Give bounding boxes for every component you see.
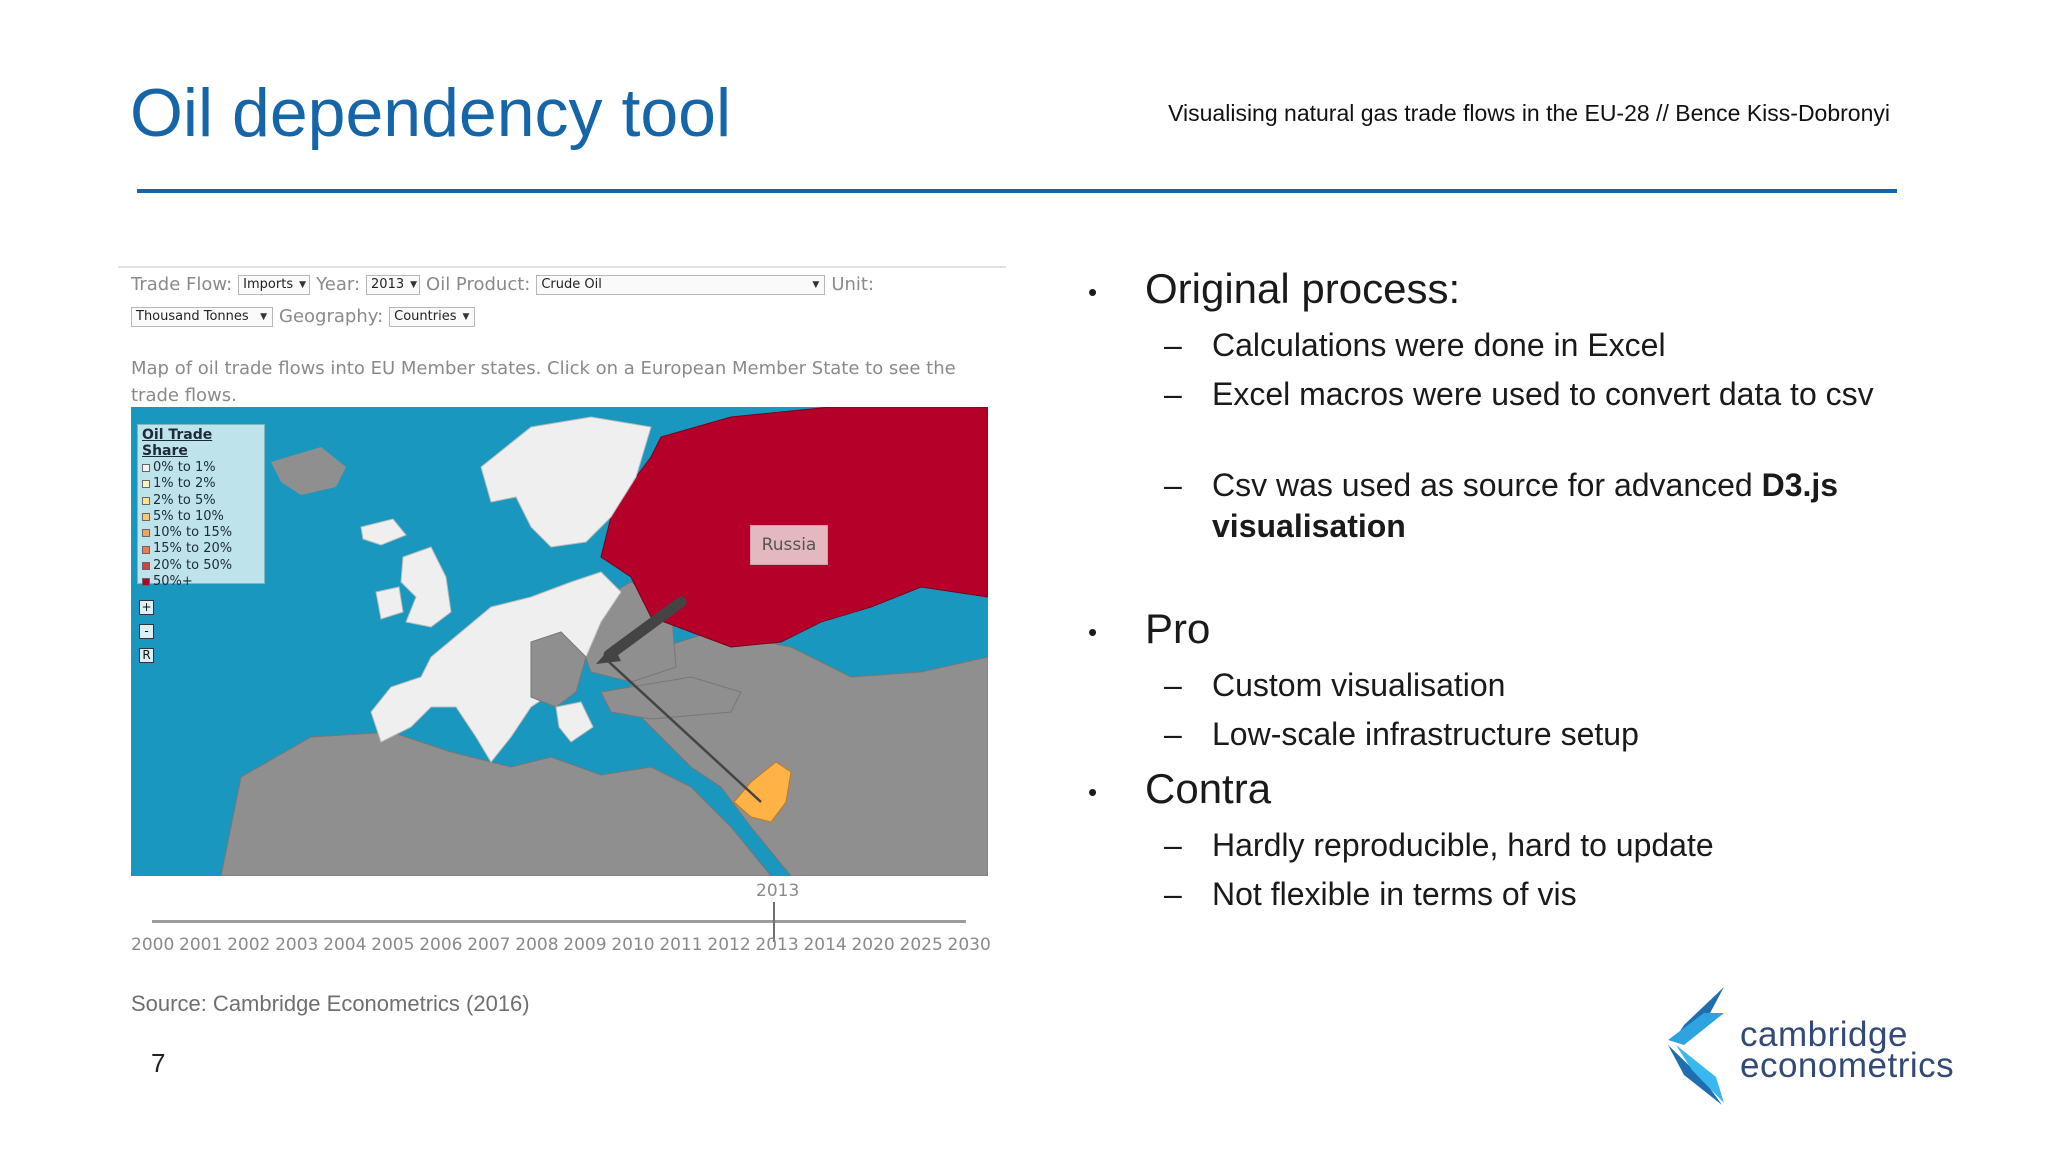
- unit-label: Unit:: [831, 274, 875, 295]
- legend-title: Oil Trade Share: [142, 427, 213, 459]
- ireland-shape: [376, 587, 403, 619]
- dash-icon: –: [1164, 876, 1182, 912]
- bullet-pro: [1088, 605, 1211, 653]
- geography-label: Geography:: [279, 306, 384, 327]
- year-select[interactable]: [366, 275, 420, 295]
- controls-row-2: [131, 306, 475, 327]
- sub-bullet: [1164, 714, 1892, 755]
- oil-product-label: Oil Product:: [426, 274, 531, 295]
- sub-bullet: [1164, 325, 1892, 366]
- year-value: 2013: [371, 277, 405, 292]
- bullet-icon: •: [1088, 777, 1098, 807]
- bullet-heading: Pro: [1145, 605, 1211, 652]
- dash-icon: –: [1164, 327, 1182, 363]
- timeline-year[interactable]: 2001: [179, 935, 223, 955]
- bullet-contra: [1088, 765, 1272, 813]
- legend-swatch: [142, 529, 150, 537]
- sub-bullet: [1164, 825, 1892, 866]
- bullet-heading: Original process:: [1145, 265, 1461, 312]
- legend-label: 20% to 50%: [153, 557, 233, 573]
- timeline-year[interactable]: 2020: [851, 935, 895, 955]
- timeline-year[interactable]: 2012: [707, 935, 751, 955]
- legend-swatch: [142, 497, 150, 505]
- timeline-year[interactable]: 2030: [947, 935, 991, 955]
- geography-select[interactable]: [389, 307, 475, 327]
- source-note: Source: Cambridge Econometrics (2016): [131, 991, 530, 1016]
- timeline-year[interactable]: 2010: [611, 935, 655, 955]
- timeline-year[interactable]: 2025: [899, 935, 943, 955]
- legend-item: [142, 460, 260, 476]
- legend-item: [142, 558, 260, 574]
- legend-label: 10% to 15%: [153, 525, 233, 541]
- timeline-year-labels: [131, 935, 991, 955]
- zoom-out-button[interactable]: -: [139, 624, 154, 639]
- legend-label: 50%+: [153, 574, 193, 590]
- sub-bullet-text: Low-scale infrastructure setup: [1212, 716, 1639, 752]
- legend-swatch: [142, 513, 150, 521]
- legend-label: 15% to 20%: [153, 541, 233, 557]
- legend-label: 5% to 10%: [153, 508, 224, 524]
- chevron-down-icon: ▼: [410, 279, 418, 290]
- iceland-shape: [361, 519, 406, 545]
- sub-bullet-text: Csv was used as source for advanced: [1212, 467, 1753, 503]
- bullet-original-process: [1088, 265, 1461, 313]
- timeline-year[interactable]: 2008: [515, 935, 559, 955]
- legend-item: [142, 493, 260, 509]
- legend-swatch: [142, 546, 150, 554]
- tool-top-border: [118, 266, 1006, 268]
- cambridge-econometrics-logo-mark: [1664, 985, 1734, 1107]
- timeline-year[interactable]: 2005: [371, 935, 415, 955]
- country-tooltip: Russia: [750, 525, 828, 565]
- timeline-year[interactable]: 2004: [323, 935, 367, 955]
- legend-item: [142, 574, 260, 590]
- sub-bullet: [1164, 374, 1892, 415]
- uk-shape: [401, 547, 451, 627]
- sub-bullet: [1164, 874, 1892, 915]
- chevron-down-icon: ▼: [462, 311, 470, 322]
- sub-bullet-text: Hardly reproducible, hard to update: [1212, 827, 1714, 863]
- oil-product-select[interactable]: [536, 275, 825, 295]
- timeline-year[interactable]: 2003: [275, 935, 319, 955]
- sub-bullet: [1164, 665, 1892, 706]
- legend-label: 0% to 1%: [153, 460, 216, 475]
- map-description: Map of oil trade flows into EU Member states. Click on a European Member State to see the trade flows.: [131, 358, 956, 406]
- dash-icon: –: [1164, 716, 1182, 752]
- page-number: 7: [151, 1048, 166, 1078]
- oil-product-value: Crude Oil: [541, 277, 602, 292]
- timeline-year[interactable]: 2006: [419, 935, 463, 955]
- timeline-year[interactable]: 2000: [131, 935, 175, 955]
- timeline-year[interactable]: 2002: [227, 935, 271, 955]
- trade-flow-label: Trade Flow:: [131, 274, 233, 295]
- unit-select[interactable]: [131, 307, 273, 327]
- logo-text-line1: cambridge: [1740, 1015, 1908, 1054]
- timeline-year[interactable]: 2013: [755, 935, 799, 955]
- dash-icon: –: [1164, 667, 1182, 703]
- legend-item: [142, 509, 260, 525]
- legend-swatch: [142, 578, 150, 586]
- chevron-down-icon: ▼: [299, 279, 307, 290]
- dash-icon: –: [1164, 467, 1182, 503]
- timeline-year[interactable]: 2009: [563, 935, 607, 955]
- trade-flow-value: Imports: [243, 277, 294, 292]
- bullet-icon: •: [1088, 617, 1098, 647]
- dash-icon: –: [1164, 376, 1182, 412]
- timeline-year[interactable]: 2011: [659, 935, 703, 955]
- controls-row-1: [131, 274, 874, 295]
- logo-text-line2: econometrics: [1740, 1046, 1955, 1085]
- sub-bullet-text: Not flexible in terms of vis: [1212, 876, 1577, 912]
- zoom-in-button[interactable]: +: [139, 600, 154, 615]
- legend-swatch: [142, 562, 150, 570]
- dash-icon: –: [1164, 827, 1182, 863]
- timeline-slider-track[interactable]: [152, 920, 966, 923]
- trade-flow-select[interactable]: [238, 275, 310, 295]
- chevron-down-icon: ▼: [812, 279, 820, 290]
- geography-value: Countries: [394, 309, 457, 324]
- title-divider: [137, 189, 1897, 193]
- legend-label: 1% to 2%: [153, 476, 216, 492]
- sub-bullet-text: Custom visualisation: [1212, 667, 1506, 703]
- slide-subtitle: Visualising natural gas trade flows in the EU-28 // Bence Kiss-Dobronyi: [1168, 100, 1890, 126]
- bullet-icon: •: [1088, 277, 1098, 307]
- sub-bullet-emphasis: D3.js visualisation: [1212, 467, 1839, 544]
- slide-title: Oil dependency tool: [130, 75, 732, 151]
- zoom-reset-button[interactable]: R: [139, 648, 154, 663]
- year-label: Year:: [316, 274, 361, 295]
- unit-value: Thousand Tonnes: [136, 309, 249, 324]
- legend-item: [142, 541, 260, 557]
- greenland-shape: [271, 447, 346, 495]
- timeline-selected-year: 2013: [756, 881, 800, 901]
- sub-bullet-text: Calculations were done in Excel: [1212, 327, 1666, 363]
- timeline-year[interactable]: 2014: [803, 935, 847, 955]
- timeline-year[interactable]: 2007: [467, 935, 511, 955]
- legend-item: [142, 525, 260, 541]
- legend-swatch: [142, 480, 150, 488]
- bullet-heading: Contra: [1145, 765, 1272, 812]
- legend-item: [142, 476, 260, 492]
- sub-bullet: [1164, 465, 1892, 547]
- legend-label: 2% to 5%: [153, 492, 216, 508]
- map-legend: [137, 424, 265, 590]
- trade-flow-map[interactable]: [131, 407, 988, 876]
- legend-swatch: [142, 464, 150, 472]
- chevron-down-icon: ▼: [260, 311, 267, 322]
- sub-bullet-text: Excel macros were used to convert data to csv: [1212, 376, 1874, 412]
- greece-shape: [556, 702, 593, 742]
